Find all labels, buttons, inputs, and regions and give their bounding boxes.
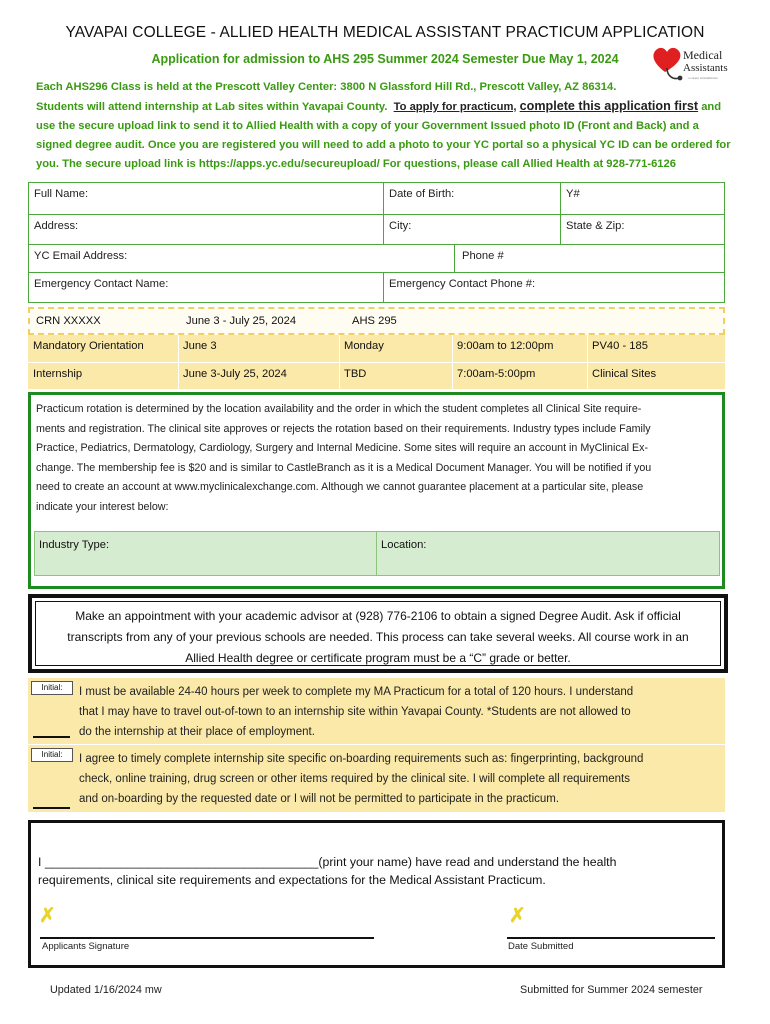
emergency-phone-field[interactable]: Emergency Contact Phone #: <box>389 278 536 290</box>
initial-label: Initial: <box>31 748 73 762</box>
emergency-name-field[interactable]: Emergency Contact Name: <box>34 278 169 290</box>
intro-line-1: Each AHS296 Class is held at the Prescott Valley Center: 3800 N Glassford Hill Rd., Prescott Valley, AZ 86314. <box>36 81 617 93</box>
city-field[interactable]: City: <box>389 220 412 232</box>
initial-input-line[interactable] <box>33 736 70 738</box>
course-dates: June 3 - July 25, 2024 <box>186 315 297 327</box>
y-number-field[interactable]: Y# <box>566 188 580 200</box>
intro-line-2c: complete this application first <box>519 99 699 113</box>
submitted-note: Submitted for Summer 2024 semester <box>520 984 703 996</box>
initial-line: check, online training, drug screen or other items required by the clinical site. I will complete all requirements <box>79 773 630 785</box>
applicant-signature-line[interactable] <box>40 937 374 939</box>
practicum-line: need to create an account at www.myclinicalexchange.com. Although we cannot guarantee placement at a particular site, please <box>36 481 644 493</box>
initial-label: Initial: <box>31 681 73 695</box>
logo-text: Medical <box>683 48 723 62</box>
table-row <box>28 335 725 362</box>
schedule-name: Mandatory Orientation <box>33 340 144 352</box>
initial-item-2 <box>28 745 725 812</box>
acknowledgement-line: requirements, clinical site requirements and expectations for the Medical Assistant Practicum. <box>38 873 546 887</box>
sign-here-icon: ✗ <box>39 905 56 927</box>
dob-field[interactable]: Date of Birth: <box>389 188 455 200</box>
date-submitted-label: Date Submitted <box>508 941 574 952</box>
table-row <box>28 362 725 389</box>
page-subtitle: Application for admission to AHS 295 Summer 2024 Semester Due May 1, 2024 <box>151 52 619 66</box>
acknowledgement-line: I ________________________________________(print your name) have read and understand the health <box>38 855 617 869</box>
advisor-line: Allied Health degree or certificate program must be a “C” grade or better. <box>185 651 571 665</box>
practicum-line: Practicum rotation is determined by the location availability and the order in which the student completes all Clinical Site require- <box>36 403 642 415</box>
advisor-notice-box <box>28 594 728 673</box>
intro-line-2d: and <box>701 101 722 113</box>
schedule-day: TBD <box>344 368 367 380</box>
initial-item-text <box>79 749 719 809</box>
initial-line: do the internship at their place of employment. <box>79 726 315 738</box>
industry-type-field[interactable]: Industry Type: <box>39 539 110 551</box>
intro-line-2a: Students will attend internship at Lab sites within Yavapai County. <box>36 101 388 113</box>
initial-line: I must be available 24-40 hours per week to complete my MA Practicum for a total of 120 hours. I understand <box>79 686 634 698</box>
schedule-location: Clinical Sites <box>592 368 657 380</box>
applicant-signature-label: Applicants Signature <box>42 941 130 952</box>
intro-line-2b: To apply for practicum, <box>393 101 517 113</box>
logo-tagline: a career in healthcare <box>688 76 718 80</box>
practicum-line: change. The membership fee is $20 and is similar to CastleBranch as it is a Medical Document Manager. You will be notified if you <box>36 461 652 474</box>
yc-email-field[interactable]: YC Email Address: <box>34 250 128 262</box>
date-submitted-line[interactable] <box>507 937 715 939</box>
phone-field[interactable]: Phone # <box>462 250 504 262</box>
state-zip-field[interactable]: State & Zip: <box>566 220 625 232</box>
schedule-location: PV40 - 185 <box>592 340 648 352</box>
schedule-name: Internship <box>33 368 83 380</box>
logo-text-2: Assistants <box>683 62 728 74</box>
crn-number: CRN XXXXX <box>36 315 101 327</box>
date-here-icon: ✗ <box>509 905 526 927</box>
practicum-info-box <box>28 392 725 589</box>
page-title: YAVAPAI COLLEGE - ALLIED HEALTH MEDICAL ASSISTANT PRACTICUM APPLICATION <box>65 24 705 41</box>
intro-instructions <box>36 78 742 174</box>
schedule-date: June 3-July 25, 2024 <box>183 368 287 380</box>
schedule-time: 7:00am-5:00pm <box>457 368 536 380</box>
course-info-row <box>28 307 725 335</box>
schedule-table <box>28 335 725 389</box>
schedule-day: Monday <box>344 340 384 352</box>
initial-line: and on-boarding by the requested date or I will not be permitted to participate in the practicum. <box>79 793 560 805</box>
schedule-date: June 3 <box>183 340 217 352</box>
intro-line-3: use the secure upload link to send it to Allied Health with a copy of your Government Issued photo ID (Front and Back) and a <box>36 120 699 132</box>
initial-line: I agree to timely complete internship site specific on-boarding requirements such as: fingerprinting, background <box>79 753 644 765</box>
practicum-line: indicate your interest below: <box>36 500 169 513</box>
practicum-line: ments and registration. The clinical site approves or rejects the rotation based on their requirements. Industry types include Family <box>36 422 651 435</box>
schedule-time: 9:00am to 12:00pm <box>457 340 554 352</box>
industry-location-fields <box>34 531 720 576</box>
acknowledgement-text <box>38 853 718 889</box>
practicum-description <box>36 400 716 517</box>
course-code: AHS 295 <box>352 315 397 327</box>
intro-line-5: you. The secure upload link is https://apps.yc.edu/secureupload/ For questions, please call Allied Health at 928-771-6126 <box>36 158 676 170</box>
initial-input-line[interactable] <box>33 807 70 809</box>
intro-line-2 <box>36 97 742 117</box>
updated-note: Updated 1/16/2024 mw <box>50 984 162 996</box>
initial-item-1 <box>28 678 725 744</box>
signature-box <box>28 820 725 968</box>
advisor-line: Make an appointment with your academic advisor at (928) 776-2106 to obtain a signed Degree Audit. Ask if official <box>75 609 681 623</box>
location-field[interactable]: Location: <box>381 539 427 551</box>
full-name-field[interactable]: Full Name: <box>34 188 89 200</box>
intro-line-4: signed degree audit. Once you are registered you will need to add a photo to your YC portal so a physical YC ID can be ordered for <box>36 139 731 151</box>
address-field[interactable]: Address: <box>34 220 79 232</box>
initial-line: that I may have to travel out-of-town to an internship site within Yavapai County. *Students are not allowed to <box>79 706 631 718</box>
practicum-line: Practice, Pediatrics, Dermatology, Cardiology, Surgery and Internal Medicine. Some sites will require an account in MyClinical Ex- <box>36 442 649 454</box>
advisor-line: transcripts from any of your previous schools are needed. This process can take several weeks. All course work in an <box>67 630 689 644</box>
initial-item-text <box>79 682 719 742</box>
applicant-info-form <box>28 182 725 303</box>
